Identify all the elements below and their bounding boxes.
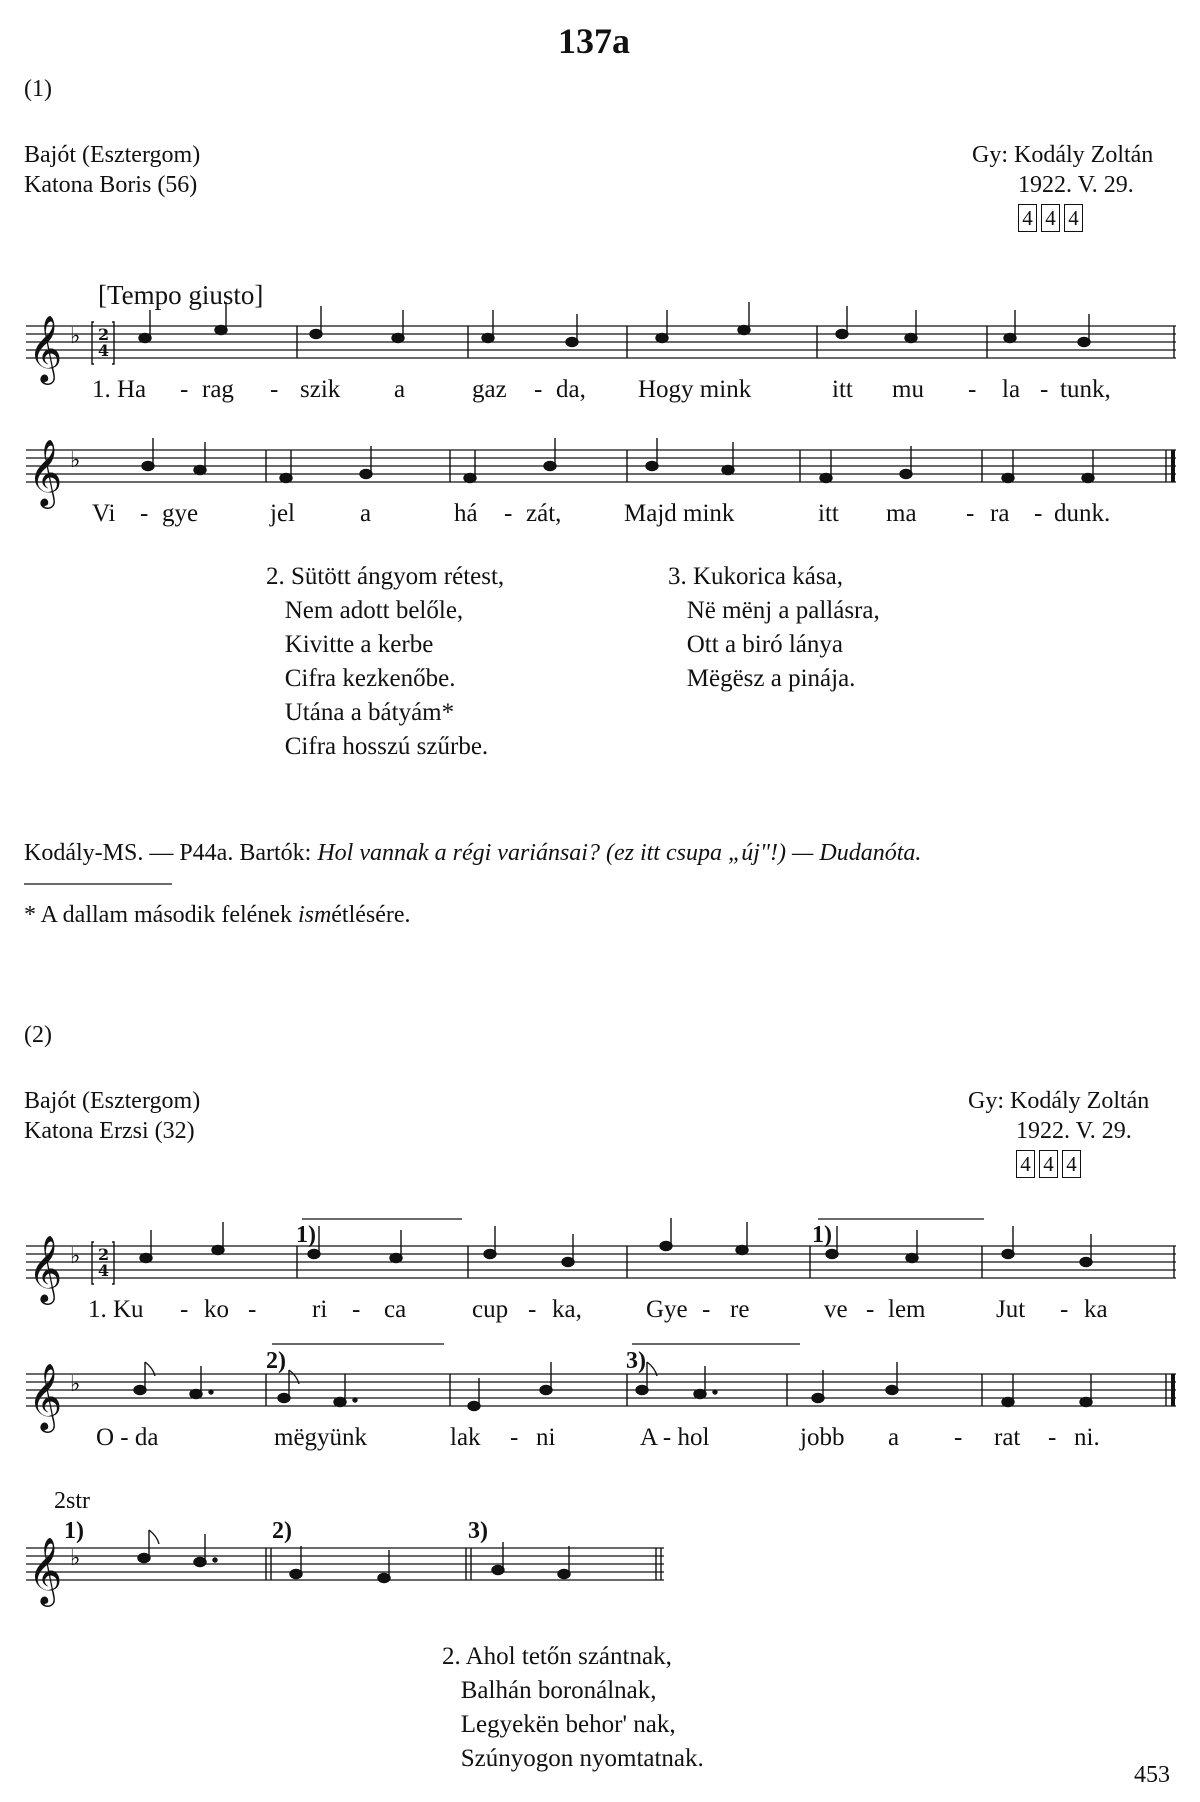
variant-2-classification-boxes — [1016, 1150, 1085, 1178]
variant-mark: 2) — [266, 1348, 286, 1374]
variant-2-label: (2) — [24, 1022, 52, 1048]
variant-2-date: 1922. V. 29. — [1016, 1118, 1132, 1144]
svg-text:♭: ♭ — [70, 1372, 81, 1397]
class-box: 4 — [1039, 1150, 1058, 1178]
variant-mark: 1) — [812, 1222, 832, 1248]
treble-clef-5: 𝄞 — [28, 1536, 63, 1604]
class-box: 4 — [1064, 204, 1083, 232]
tempo-marking: [Tempo giusto] — [98, 280, 264, 310]
variant-1-verse-2: 2. Sütött ángyom rétest, Nem adott belőle, Kivitte a kerbe Cifra kezkenőbe. Utána a bátyám* Cifra hosszú szűrbe. — [266, 563, 505, 760]
variant-1-verse-3: 3. Kukorica kása, Në mënj a pallásra, Ott a biró lánya Mëgësz a pinája. — [668, 563, 880, 692]
notes-staff-1 — [139, 302, 1090, 347]
svg-text:4: 4 — [98, 341, 110, 360]
song-number: 137a — [558, 21, 630, 61]
staff-1 — [26, 326, 1176, 358]
treble-clef-2: 𝄞 — [28, 438, 63, 506]
variant-mark: 3) — [626, 1348, 646, 1374]
notes-staff-3 — [140, 1218, 1092, 1267]
svg-text:♭: ♭ — [70, 448, 81, 473]
variant-2-verse-2: 2. Ahol tetőn szántnak, Balhán boronálnak, Legyekën behor' nak, Szúnyogon nyomtatnak. — [442, 1643, 704, 1772]
stanza-2-label: 2str — [54, 1488, 90, 1514]
svg-text:♭: ♭ — [70, 324, 81, 349]
variant-mark: 1) — [296, 1222, 316, 1248]
page-number: 453 — [1134, 1762, 1170, 1788]
svg-text:♭: ♭ — [70, 1244, 81, 1269]
variant-mark: 2) — [272, 1518, 292, 1544]
svg-text:2: 2 — [98, 1245, 110, 1264]
variant-mark: 1) — [64, 1518, 84, 1544]
svg-text:♭: ♭ — [70, 1546, 81, 1571]
variant-1-label: (1) — [24, 76, 52, 102]
class-box: 4 — [1018, 204, 1037, 232]
variant-1-date: 1922. V. 29. — [1018, 172, 1134, 198]
variant-1-collector: Gy: Kodály Zoltán — [972, 142, 1154, 168]
svg-text:4: 4 — [98, 1261, 110, 1280]
variant-mark: 3) — [468, 1518, 488, 1544]
class-box: 4 — [1062, 1150, 1081, 1178]
variant-2-singer: Katona Erzsi (32) — [24, 1118, 195, 1144]
notes-staff-2 — [142, 438, 1094, 483]
class-box: 4 — [1041, 204, 1060, 232]
variant-2-location: Bajót (Esztergom) — [24, 1088, 201, 1114]
variant-2-collector: Gy: Kodály Zoltán — [968, 1088, 1150, 1114]
variant-1-singer: Katona Boris (56) — [24, 172, 198, 198]
svg-text:2: 2 — [98, 325, 110, 344]
treble-clef-3: 𝄞 — [28, 1234, 63, 1302]
footnote: * A dallam második felének ismétlésére. — [24, 902, 411, 928]
treble-clef-1: 𝄞 — [28, 314, 63, 382]
treble-clef-4: 𝄞 — [28, 1362, 63, 1430]
class-box: 4 — [1016, 1150, 1035, 1178]
source-note: Kodály-MS. — P44a. Bartók: Hol vannak a régi variánsai? (ez itt csupa „új"!) — Dudanóta. — [24, 840, 922, 866]
variant-1-location: Bajót (Esztergom) — [24, 142, 201, 168]
